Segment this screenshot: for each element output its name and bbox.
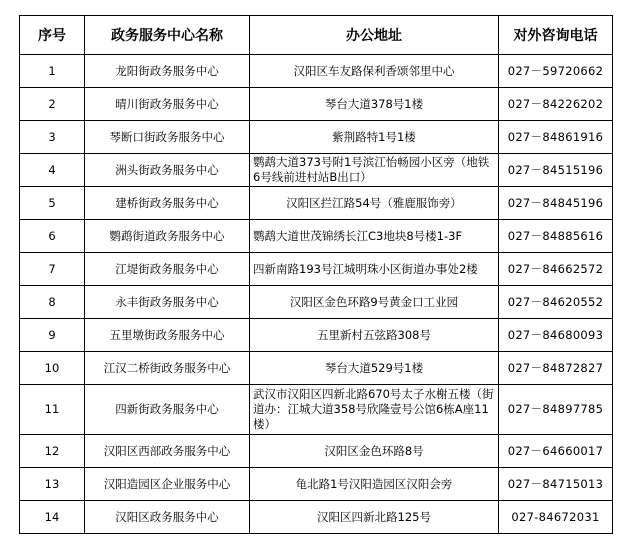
- row-no: 3: [20, 121, 85, 154]
- row-name: 晴川街政务服务中心: [85, 88, 250, 121]
- table-row: [20, 435, 613, 468]
- row-address: 龟北路1号汉阳造园区汉阳会旁: [250, 468, 499, 501]
- row-phone: 027－84885616: [499, 220, 613, 253]
- table-row: [20, 121, 613, 154]
- header-phone: 对外咨询电话: [499, 16, 613, 55]
- row-address: 汉阳区四新北路125号: [250, 501, 499, 534]
- row-address: 紫荆路特1号1楼: [250, 121, 499, 154]
- row-name: 鹦鹉街道政务服务中心: [85, 220, 250, 253]
- row-address: 武汉市汉阳区四新北路670号太子水榭五楼（街道办：江城大道358号欣隆壹号公馆6栋A座11楼）: [250, 385, 499, 435]
- row-no: 2: [20, 88, 85, 121]
- table-row: [20, 319, 613, 352]
- row-address: 汉阳区拦江路54号（雅鹿服饰旁）: [250, 187, 499, 220]
- header-address: 办公地址: [250, 16, 499, 55]
- row-name: 五里墩街政务服务中心: [85, 319, 250, 352]
- row-address: 五里新村五弦路308号: [250, 319, 499, 352]
- row-no: 4: [20, 154, 85, 187]
- table-row: [20, 55, 613, 88]
- row-no: 6: [20, 220, 85, 253]
- row-name: 汉阳区政务服务中心: [85, 501, 250, 534]
- row-address: 汉阳区金色环路9号黄金口工业园: [250, 286, 499, 319]
- header-row: [20, 16, 613, 55]
- row-no: 10: [20, 352, 85, 385]
- row-phone: 027－84662572: [499, 253, 613, 286]
- row-name: 永丰街政务服务中心: [85, 286, 250, 319]
- service-center-table: [19, 15, 613, 534]
- row-address: 鹦鹉大道世茂锦绣长江C3地块8号楼1-3F: [250, 220, 499, 253]
- row-phone: 027－84715013: [499, 468, 613, 501]
- row-name: 江汉二桥街政务服务中心: [85, 352, 250, 385]
- table-row: [20, 88, 613, 121]
- row-no: 7: [20, 253, 85, 286]
- row-phone: 027－59720662: [499, 55, 613, 88]
- table-row: [20, 286, 613, 319]
- row-phone: 027-84672031: [499, 501, 613, 534]
- table-row: [20, 352, 613, 385]
- table-row: [20, 220, 613, 253]
- row-name: 建桥街政务服务中心: [85, 187, 250, 220]
- header-no: 序号: [20, 16, 85, 55]
- row-phone: 027－84872827: [499, 352, 613, 385]
- row-no: 11: [20, 385, 85, 435]
- row-name: 汉阳造园区企业服务中心: [85, 468, 250, 501]
- row-no: 9: [20, 319, 85, 352]
- header-name: 政务服务中心名称: [85, 16, 250, 55]
- row-no: 8: [20, 286, 85, 319]
- row-no: 12: [20, 435, 85, 468]
- table-row: [20, 187, 613, 220]
- row-no: 14: [20, 501, 85, 534]
- table-row: [20, 468, 613, 501]
- row-address: 鹦鹉大道373号附1号滨江怡畅园小区旁（地铁6号线前进村站B出口）: [250, 154, 499, 187]
- row-phone: 027－84515196: [499, 154, 613, 187]
- table-row: [20, 253, 613, 286]
- row-phone: 027－84861916: [499, 121, 613, 154]
- row-no: 1: [20, 55, 85, 88]
- row-no: 13: [20, 468, 85, 501]
- row-no: 5: [20, 187, 85, 220]
- row-name: 洲头街政务服务中心: [85, 154, 250, 187]
- table-row: [20, 385, 613, 435]
- table-row: [20, 154, 613, 187]
- row-phone: 027－84897785: [499, 385, 613, 435]
- row-address: 汉阳区车友路保利香颂邻里中心: [250, 55, 499, 88]
- row-phone: 027－84845196: [499, 187, 613, 220]
- row-name: 龙阳街政务服务中心: [85, 55, 250, 88]
- table-row: [20, 501, 613, 534]
- row-phone: 027－64660017: [499, 435, 613, 468]
- row-name: 江堤街政务服务中心: [85, 253, 250, 286]
- row-phone: 027－84226202: [499, 88, 613, 121]
- row-address: 琴台大道378号1楼: [250, 88, 499, 121]
- row-address: 汉阳区金色环路8号: [250, 435, 499, 468]
- row-address: 四新南路193号江城明珠小区街道办事处2楼: [250, 253, 499, 286]
- row-name: 四新街政务服务中心: [85, 385, 250, 435]
- row-phone: 027－84680093: [499, 319, 613, 352]
- row-phone: 027－84620552: [499, 286, 613, 319]
- row-address: 琴台大道529号1楼: [250, 352, 499, 385]
- row-name: 琴断口街政务服务中心: [85, 121, 250, 154]
- row-name: 汉阳区西部政务服务中心: [85, 435, 250, 468]
